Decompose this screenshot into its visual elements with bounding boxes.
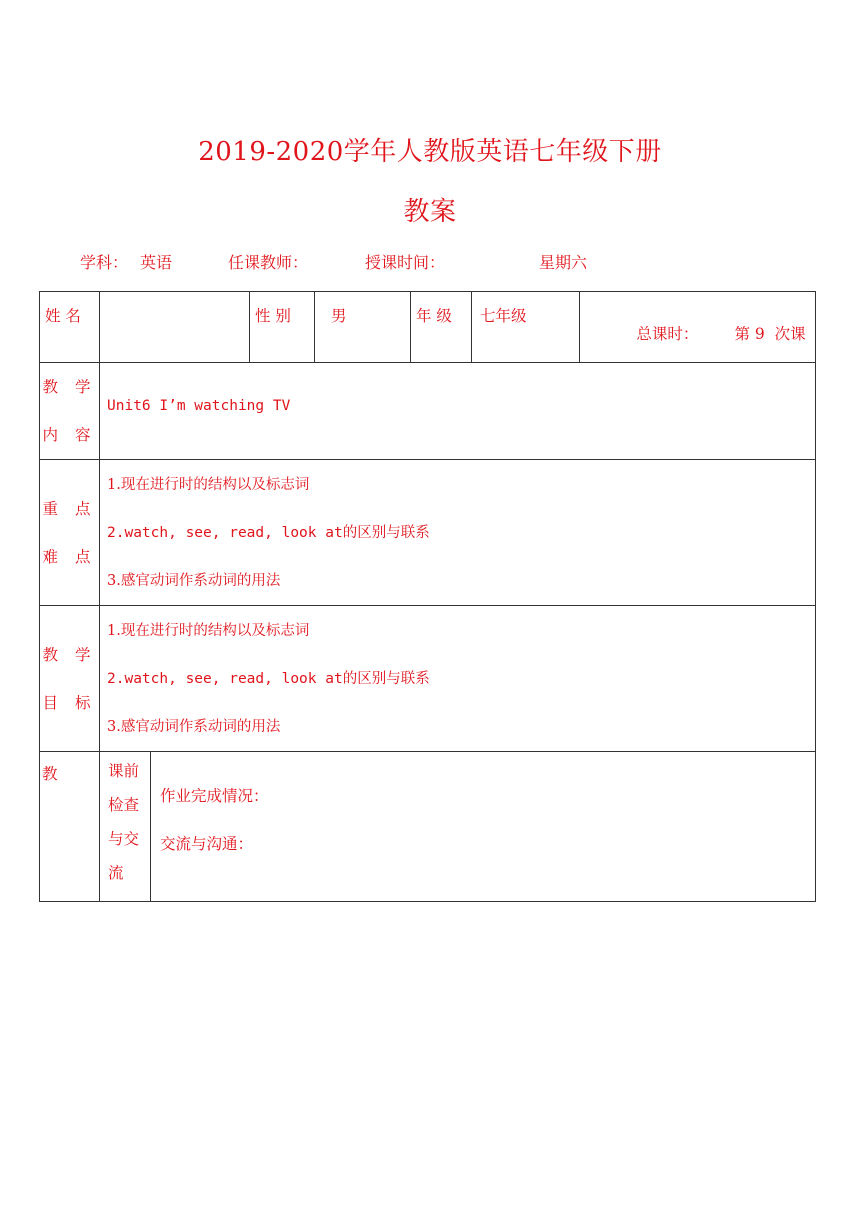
weekday-value: 星期六 (539, 253, 588, 272)
keypoints-label-line2: 难 点 (42, 547, 97, 566)
name-label: 姓 名 (45, 307, 81, 325)
content-label (40, 363, 99, 459)
gender-label-cell (250, 292, 315, 363)
goals-label-line2: 目 标 (42, 693, 97, 712)
pre-class-label (100, 752, 150, 890)
pre-class-label-line4: 流 (108, 864, 124, 882)
total-lessons-label: 总课时： (636, 325, 699, 343)
process-label: 教 (42, 765, 58, 783)
subject-label: 学科： (80, 253, 129, 272)
table-row-content (40, 363, 816, 460)
keypoints-label-line1: 重 点 (42, 499, 97, 518)
name-value-cell (100, 292, 250, 363)
table-row-header (40, 292, 816, 363)
content-label-cell (40, 363, 100, 460)
process-label-cell (40, 752, 100, 902)
goals-label-line1: 教 学 (42, 645, 97, 664)
gender-value: 男 (331, 307, 347, 325)
gender-value-cell (315, 292, 411, 363)
keypoints-value-cell (100, 460, 816, 606)
grade-label-cell (411, 292, 472, 363)
table-row-goals (40, 606, 816, 752)
grade-value: 七年级 (480, 307, 527, 325)
subject-value: 英语 (140, 253, 173, 272)
keypoints-label-cell (40, 460, 100, 606)
gender-label: 性 别 (255, 307, 291, 325)
document-title: 2019-2020学年人教版英语七年级下册 (198, 137, 662, 167)
lesson-number: 第 9 次课 (734, 325, 806, 343)
keypoint-item-3: 3.感官动词作系动词的用法 (107, 572, 281, 589)
time-label: 授课时间： (365, 253, 446, 272)
content-label-line1: 教 学 (42, 378, 97, 396)
name-label-cell (40, 292, 100, 363)
document-subtitle: 教案 (403, 197, 457, 227)
teacher-label: 任课教师： (228, 253, 309, 272)
pre-class-label-line1: 课前 (108, 762, 140, 780)
pre-class-content-cell (151, 752, 816, 902)
pre-class-label-cell (100, 752, 151, 902)
keypoints-label (40, 485, 99, 581)
pre-class-label-line3: 与交 (108, 830, 140, 848)
keypoint-item-1: 1.现在进行时的结构以及标志词 (107, 476, 310, 493)
goal-item-1: 1.现在进行时的结构以及标志词 (107, 622, 310, 639)
goal-item-2: 2.watch, see, read, look at的区别与联系 (107, 670, 430, 687)
grade-value-cell (472, 292, 580, 363)
total-lessons-cell (580, 292, 816, 363)
grade-label: 年 级 (416, 307, 452, 325)
pre-class-label-line2: 检查 (108, 796, 140, 814)
table-row-keypoints (40, 460, 816, 606)
homework-status-label: 作业完成情况： (160, 787, 269, 805)
pre-class-content (151, 752, 815, 868)
table-row-process (40, 752, 816, 902)
content-value: Unit6 I’m watching TV (107, 398, 291, 414)
content-label-line2: 内 容 (42, 426, 97, 444)
goal-item-3: 3.感官动词作系动词的用法 (107, 718, 281, 735)
goals-label-cell (40, 606, 100, 752)
communication-label: 交流与沟通： (160, 835, 254, 853)
lesson-plan-table (39, 291, 816, 902)
goals-label (40, 631, 99, 727)
goals-value-cell (100, 606, 816, 752)
keypoint-item-2: 2.watch, see, read, look at的区别与联系 (107, 524, 430, 541)
content-value-cell (100, 363, 816, 460)
